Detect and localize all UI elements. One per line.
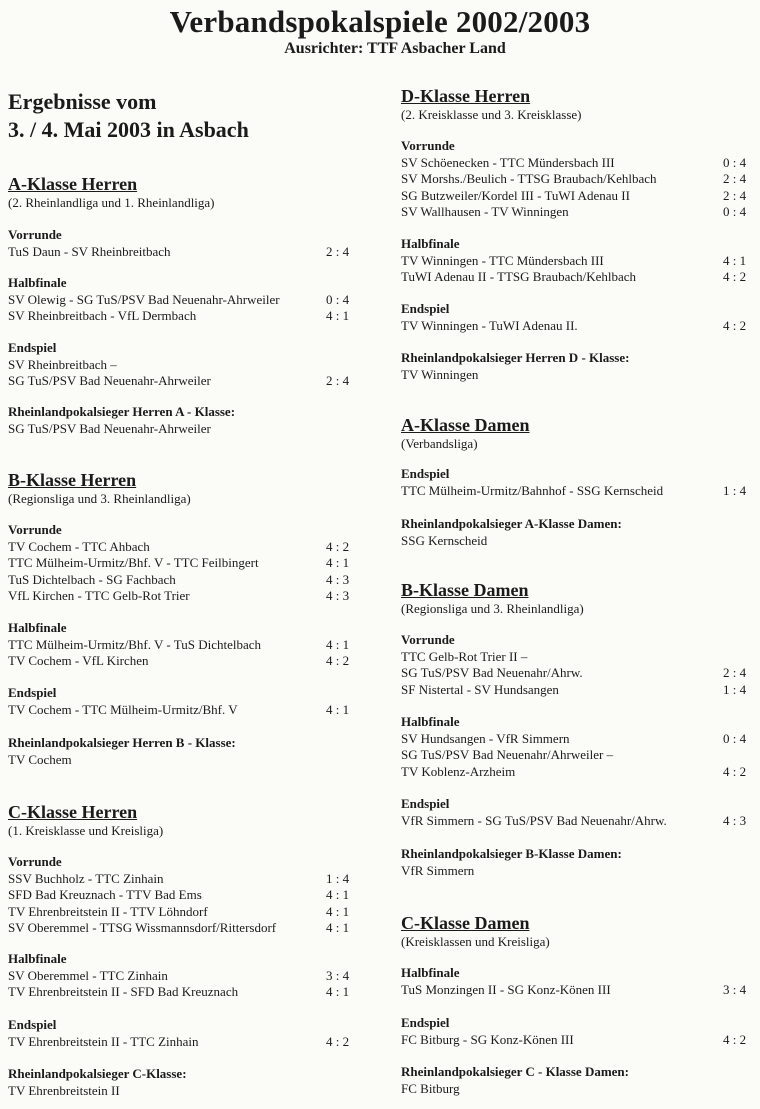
match-teams: SV Rheinbreitbach - VfL Dermbach xyxy=(8,308,197,323)
match-row xyxy=(8,887,348,904)
match-teams: SG TuS/PSV Bad Neuenahr/Ahrweiler – xyxy=(401,747,614,762)
match-row xyxy=(401,1032,746,1049)
c-herren-sieger xyxy=(8,1066,348,1099)
match-score: 4 : 2 xyxy=(723,269,747,284)
match-score: 4 : 3 xyxy=(723,812,747,828)
match-row xyxy=(8,588,348,605)
match-teams: SV Oberemmel - TTC Zinhain xyxy=(8,967,168,983)
round-label: Halbfinale xyxy=(8,951,67,966)
winner-label: Rheinlandpokalsieger Herren B - Klasse: xyxy=(8,735,236,750)
match-row xyxy=(401,764,746,781)
match-score: 4 : 2 xyxy=(723,317,747,333)
match-row xyxy=(8,702,348,719)
match-row xyxy=(401,269,746,286)
round-label: Vorrunde xyxy=(401,632,455,647)
section-title: B-Klasse Herren xyxy=(8,470,137,490)
section-subtitle: (Regionsliga und 3. Rheinlandliga) xyxy=(401,601,584,616)
match-teams: SG TuS/PSV Bad Neuenahr/Ahrw. xyxy=(401,665,583,680)
match-score: 0 : 4 xyxy=(723,730,747,746)
match-row xyxy=(8,637,348,654)
round-label: Halbfinale xyxy=(8,620,67,635)
section-a-damen xyxy=(401,415,530,452)
match-teams: TuS Monzingen II - SG Konz-Könen III xyxy=(401,981,611,997)
match-teams: TV Cochem - TTC Ahbach xyxy=(8,538,150,554)
match-row xyxy=(8,871,348,888)
match-row xyxy=(401,813,746,830)
match-teams: SV Oberemmel - TTSG Wissmannsdorf/Rittersdorf xyxy=(8,920,277,935)
page-title: Verbandspokalspiele 2002/2003 xyxy=(169,4,591,39)
d-herren-vorrunde xyxy=(401,138,746,221)
match-row xyxy=(8,244,348,261)
match-teams: FC Bitburg - SG Konz-Könen III xyxy=(401,1031,574,1047)
round-label: Vorrunde xyxy=(401,138,455,153)
match-teams: TTC Mülheim-Urmitz/Bhf. V - TuS Dichtelbach xyxy=(8,636,262,652)
page-subtitle: Ausrichter: TTF Asbacher Land xyxy=(284,40,506,57)
match-teams: SSV Buchholz - TTC Zinhain xyxy=(8,870,164,886)
match-row xyxy=(401,155,746,172)
match-teams: SF Nistertal - SV Hundsangen xyxy=(401,681,559,697)
match-teams: TV Winningen - TuWI Adenau II. xyxy=(401,317,578,333)
round-label: Vorrunde xyxy=(8,227,62,242)
match-score: 3 : 4 xyxy=(723,981,747,997)
match-teams: SV Rheinbreitbach – xyxy=(8,356,117,372)
match-score: 1 : 4 xyxy=(326,870,350,886)
match-score: 4 : 2 xyxy=(723,763,747,779)
d-herren-halbfinale xyxy=(401,236,746,286)
match-row xyxy=(8,373,348,390)
match-score: 4 : 3 xyxy=(326,588,350,603)
match-score: 4 : 1 xyxy=(326,920,350,935)
match-teams: TuS Dichtelbach - SG Fachbach xyxy=(8,571,176,587)
winner-label: Rheinlandpokalsieger C - Klasse Damen: xyxy=(401,1064,629,1079)
match-row xyxy=(401,204,746,221)
match-row xyxy=(401,982,746,999)
match-teams: TV Cochem - VfL Kirchen xyxy=(8,653,149,668)
match-teams: TTC Mülheim-Urmitz/Bhf. V - TTC Feilbingert xyxy=(8,555,259,570)
match-row xyxy=(8,968,348,985)
a-herren-vorrunde xyxy=(8,227,348,260)
section-subtitle: (Verbandsliga) xyxy=(401,436,478,451)
match-row xyxy=(8,572,348,589)
round-label: Endspiel xyxy=(8,340,57,355)
winner-name: TV Ehrenbreitstein II xyxy=(8,1082,120,1098)
a-damen-endspiel xyxy=(401,466,746,499)
b-damen-sieger xyxy=(401,846,746,879)
section-title: B-Klasse Damen xyxy=(401,580,529,600)
match-score: 2 : 4 xyxy=(723,665,747,680)
match-teams: SV Wallhausen - TV Winningen xyxy=(401,204,569,219)
match-score: 4 : 1 xyxy=(326,903,350,919)
winner-name: FC Bitburg xyxy=(401,1080,460,1096)
match-row xyxy=(401,665,746,682)
b-damen-endspiel xyxy=(401,796,746,829)
section-title: A-Klasse Damen xyxy=(401,415,530,435)
match-score: 3 : 4 xyxy=(326,967,350,983)
winner-name: SG TuS/PSV Bad Neuenahr-Ahrweiler xyxy=(8,420,211,436)
match-row xyxy=(8,1034,348,1051)
c-herren-halbfinale xyxy=(8,951,348,1001)
match-teams: VfL Kirchen - TTC Gelb-Rot Trier xyxy=(8,588,190,603)
match-score: 4 : 1 xyxy=(326,555,350,570)
match-score: 0 : 4 xyxy=(723,204,747,219)
round-label: Endspiel xyxy=(8,685,57,700)
match-score: 0 : 4 xyxy=(723,154,747,170)
match-row xyxy=(8,555,348,572)
round-label: Vorrunde xyxy=(8,854,62,869)
match-teams: SG TuS/PSV Bad Neuenahr-Ahrweiler xyxy=(8,373,211,388)
match-row xyxy=(8,984,348,1001)
round-label: Vorrunde xyxy=(8,522,62,537)
round-label: Endspiel xyxy=(401,796,450,811)
section-subtitle: (2. Kreisklasse und 3. Kreisklasse) xyxy=(401,107,582,122)
match-score: 4 : 3 xyxy=(326,571,350,587)
match-teams: TV Ehrenbreitstein II - TTC Zinhain xyxy=(8,1033,199,1049)
match-row xyxy=(401,188,746,205)
match-score: 4 : 1 xyxy=(326,636,350,652)
section-c-herren xyxy=(8,802,163,839)
match-score: 4 : 2 xyxy=(326,653,350,668)
winner-label: Rheinlandpokalsieger C-Klasse: xyxy=(8,1066,187,1081)
a-herren-endspiel xyxy=(8,340,348,390)
b-herren-sieger xyxy=(8,735,348,768)
match-row xyxy=(8,653,348,670)
match-score: 4 : 2 xyxy=(723,1031,747,1047)
match-score: 4 : 1 xyxy=(326,308,350,323)
match-row xyxy=(8,292,348,309)
match-score: 4 : 1 xyxy=(326,984,350,999)
match-score: 4 : 1 xyxy=(326,701,350,717)
match-score: 2 : 4 xyxy=(723,187,747,203)
match-score: 2 : 4 xyxy=(326,373,350,388)
match-teams: TV Ehrenbreitstein II - SFD Bad Kreuznach xyxy=(8,984,239,999)
match-teams: TTC Mülheim-Urmitz/Bahnhof - SSG Kernscheid xyxy=(401,482,664,498)
results-heading-line2: 3. / 4. Mai 2003 in Asbach xyxy=(8,117,249,142)
winner-label: Rheinlandpokalsieger Herren D - Klasse: xyxy=(401,350,630,365)
match-row xyxy=(401,649,746,666)
section-subtitle: (2. Rheinlandliga und 1. Rheinlandliga) xyxy=(8,195,215,210)
match-teams: TV Cochem - TTC Mülheim-Urmitz/Bhf. V xyxy=(8,701,238,717)
results-heading xyxy=(8,88,249,144)
c-damen-endspiel xyxy=(401,1015,746,1048)
match-teams: TV Winningen - TTC Mündersbach III xyxy=(401,252,604,268)
match-row xyxy=(401,682,746,699)
match-score: 0 : 4 xyxy=(326,291,350,307)
results-heading-line1: Ergebnisse vom xyxy=(8,89,157,114)
section-subtitle: (Regionsliga und 3. Rheinlandliga) xyxy=(8,491,191,506)
b-damen-halbfinale xyxy=(401,714,746,780)
section-title: D-Klasse Herren xyxy=(401,86,531,106)
b-damen-vorrunde xyxy=(401,632,746,698)
round-label: Halbfinale xyxy=(401,714,460,729)
c-herren-vorrunde xyxy=(8,854,348,937)
section-a-herren xyxy=(8,174,215,211)
match-row xyxy=(8,308,348,325)
c-damen-sieger xyxy=(401,1064,746,1097)
match-score: 2 : 4 xyxy=(326,243,350,259)
match-score: 4 : 1 xyxy=(723,252,747,268)
match-teams: TTC Gelb-Rot Trier II – xyxy=(401,648,528,664)
section-d-herren xyxy=(401,86,582,123)
match-score: 4 : 1 xyxy=(326,887,350,902)
b-herren-halbfinale xyxy=(8,620,348,670)
a-herren-halbfinale xyxy=(8,275,348,325)
match-teams: VfR Simmern - SG TuS/PSV Bad Neuenahr/Ahrw. xyxy=(401,812,667,828)
section-title: A-Klasse Herren xyxy=(8,174,138,194)
b-herren-endspiel xyxy=(8,685,348,718)
match-score: 2 : 4 xyxy=(723,171,747,186)
section-subtitle: (1. Kreisklasse und Kreisliga) xyxy=(8,823,164,838)
match-score: 1 : 4 xyxy=(723,681,747,697)
match-teams: TV Ehrenbreitstein II - TTV Löhndorf xyxy=(8,903,208,919)
round-label: Halbfinale xyxy=(401,965,460,980)
winner-label: Rheinlandpokalsieger A-Klasse Damen: xyxy=(401,516,622,531)
match-teams: SG Butzweiler/Kordel III - TuWI Adenau II xyxy=(401,187,630,203)
match-row xyxy=(8,357,348,374)
d-herren-sieger xyxy=(401,350,746,383)
match-teams: SV Olewig - SG TuS/PSV Bad Neuenahr-Ahrweiler xyxy=(8,291,280,307)
round-label: Endspiel xyxy=(401,1015,450,1030)
match-row xyxy=(8,904,348,921)
match-row xyxy=(401,731,746,748)
section-title: C-Klasse Herren xyxy=(8,802,138,822)
round-label: Endspiel xyxy=(8,1017,57,1032)
section-c-damen xyxy=(401,913,550,950)
match-score: 4 : 2 xyxy=(326,538,350,554)
round-label: Halbfinale xyxy=(8,275,67,290)
a-herren-sieger xyxy=(8,404,348,437)
round-label: Endspiel xyxy=(401,301,450,316)
match-teams: SV Hundsangen - VfR Simmern xyxy=(401,730,570,746)
match-score: 4 : 2 xyxy=(326,1033,350,1049)
match-row xyxy=(401,171,746,188)
match-row xyxy=(8,539,348,556)
match-row xyxy=(401,483,746,500)
a-damen-sieger xyxy=(401,516,746,549)
match-row xyxy=(401,747,746,764)
c-herren-endspiel xyxy=(8,1017,348,1050)
section-title: C-Klasse Damen xyxy=(401,913,530,933)
match-teams: TuS Daun - SV Rheinbreitbach xyxy=(8,243,171,259)
match-row xyxy=(401,318,746,335)
section-subtitle: (Kreisklassen und Kreisliga) xyxy=(401,934,550,949)
winner-name: VfR Simmern xyxy=(401,862,475,878)
match-row xyxy=(8,920,348,937)
section-b-herren xyxy=(8,470,191,507)
round-label: Halbfinale xyxy=(401,236,460,251)
winner-label: Rheinlandpokalsieger B-Klasse Damen: xyxy=(401,846,622,861)
match-teams: SV Schöenecken - TTC Mündersbach III xyxy=(401,154,615,170)
match-row xyxy=(401,253,746,270)
match-teams: TuWI Adenau II - TTSG Braubach/Kehlbach xyxy=(401,269,637,284)
round-label: Endspiel xyxy=(401,466,450,481)
match-score: 1 : 4 xyxy=(723,482,747,498)
b-herren-vorrunde xyxy=(8,522,348,605)
section-b-damen xyxy=(401,580,584,617)
winner-name: TV Winningen xyxy=(401,366,479,382)
match-teams: SV Morshs./Beulich - TTSG Braubach/Kehlbach xyxy=(401,171,657,186)
winner-label: Rheinlandpokalsieger Herren A - Klasse: xyxy=(8,404,236,419)
match-teams: SFD Bad Kreuznach - TTV Bad Ems xyxy=(8,887,202,902)
winner-name: TV Cochem xyxy=(8,751,72,767)
c-damen-halbfinale xyxy=(401,965,746,998)
match-teams: TV Koblenz-Arzheim xyxy=(401,763,516,779)
d-herren-endspiel xyxy=(401,301,746,334)
winner-name: SSG Kernscheid xyxy=(401,532,488,548)
